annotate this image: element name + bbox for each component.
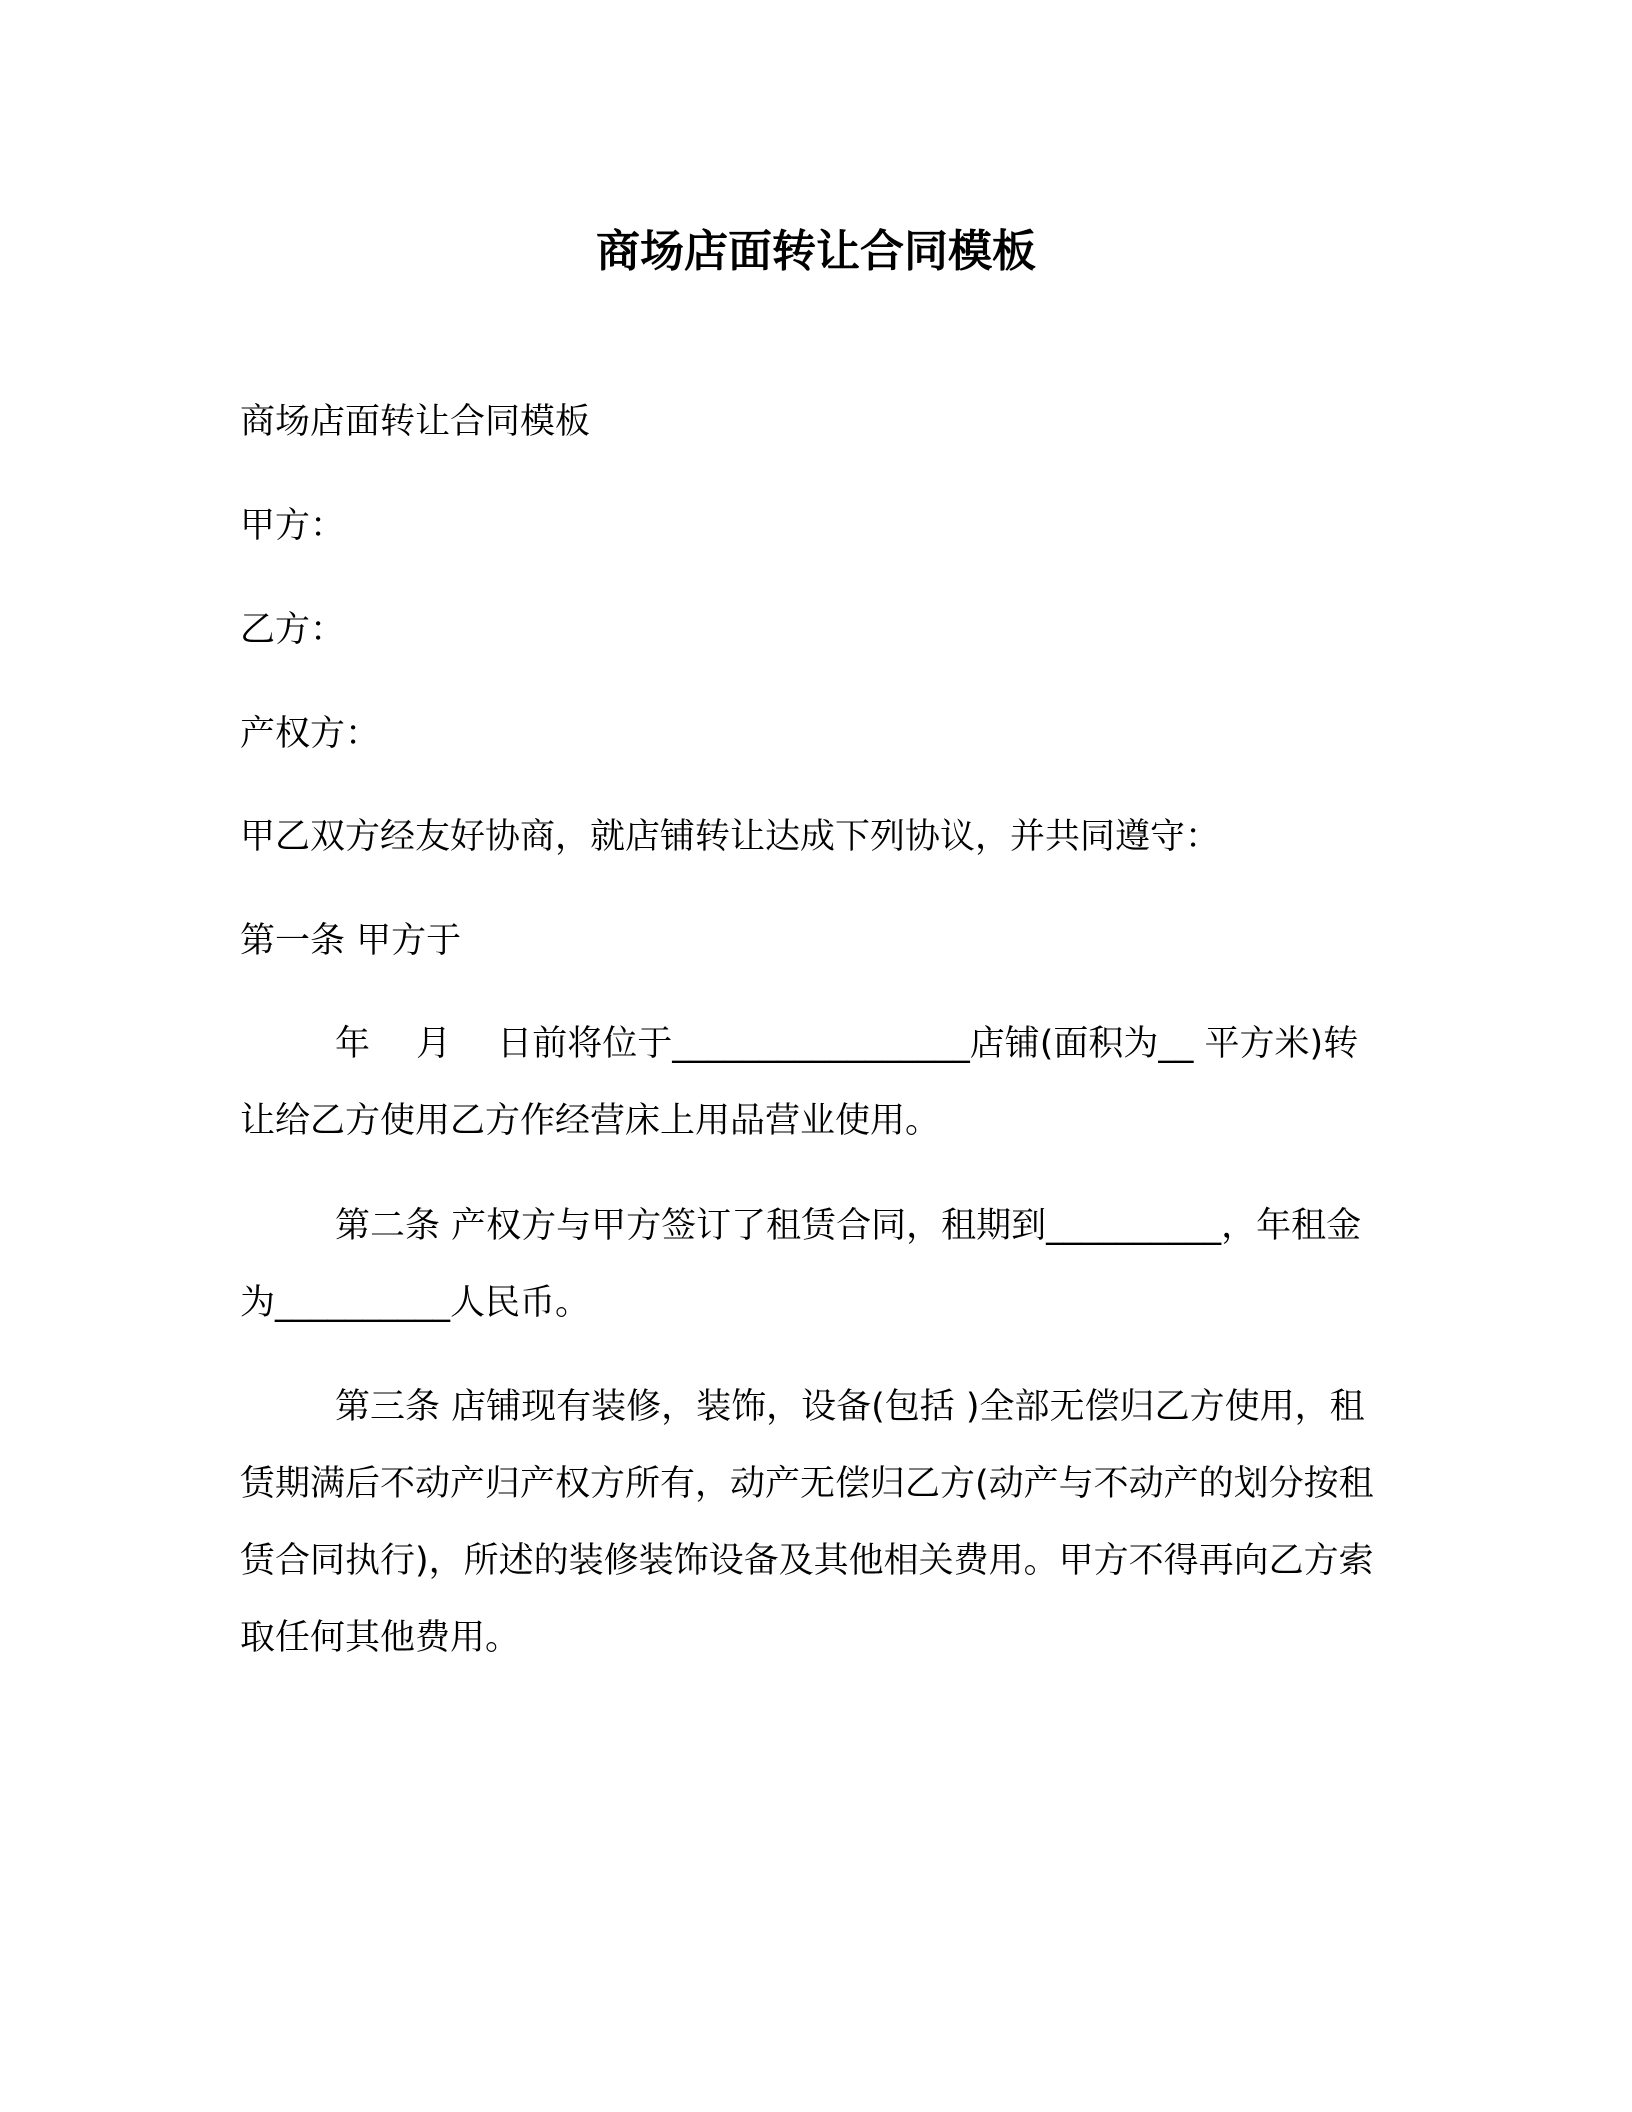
- document-subtitle: 商场店面转让合同模板: [240, 402, 591, 442]
- article-1-heading: 第一条 甲方于: [240, 921, 462, 961]
- article-2-paragraph: 第二条 产权方与甲方签订了租赁合同，租期到__________，年租金为__________人民币。: [240, 1206, 1362, 1323]
- preamble-paragraph: 甲乙双方经友好协商，就店铺转让达成下列协议，并共同遵守：: [240, 817, 1221, 857]
- property-owner-line: 产权方：: [240, 714, 381, 754]
- party-b-line: 乙方：: [240, 610, 346, 650]
- article-3-paragraph: 第三条 店铺现有装修，装饰，设备(包括 )全部无偿归乙方使用，租赁期满后不动产归产权方所有，动产无偿归乙方(动产与不动产的划分按租赁合同执行)，所述的装修装饰设备及其他相关费用。甲方不得再向乙方索取任何其他费用。: [240, 1387, 1374, 1658]
- article-1-paragraph: 年 月 日前将位于_________________店铺(面积为__ 平方米)转让给乙方使用乙方作经营床上用品营业使用。: [240, 1024, 1359, 1141]
- document-title: 商场店面转让合同模板: [596, 226, 1036, 277]
- party-a-line: 甲方：: [240, 506, 346, 546]
